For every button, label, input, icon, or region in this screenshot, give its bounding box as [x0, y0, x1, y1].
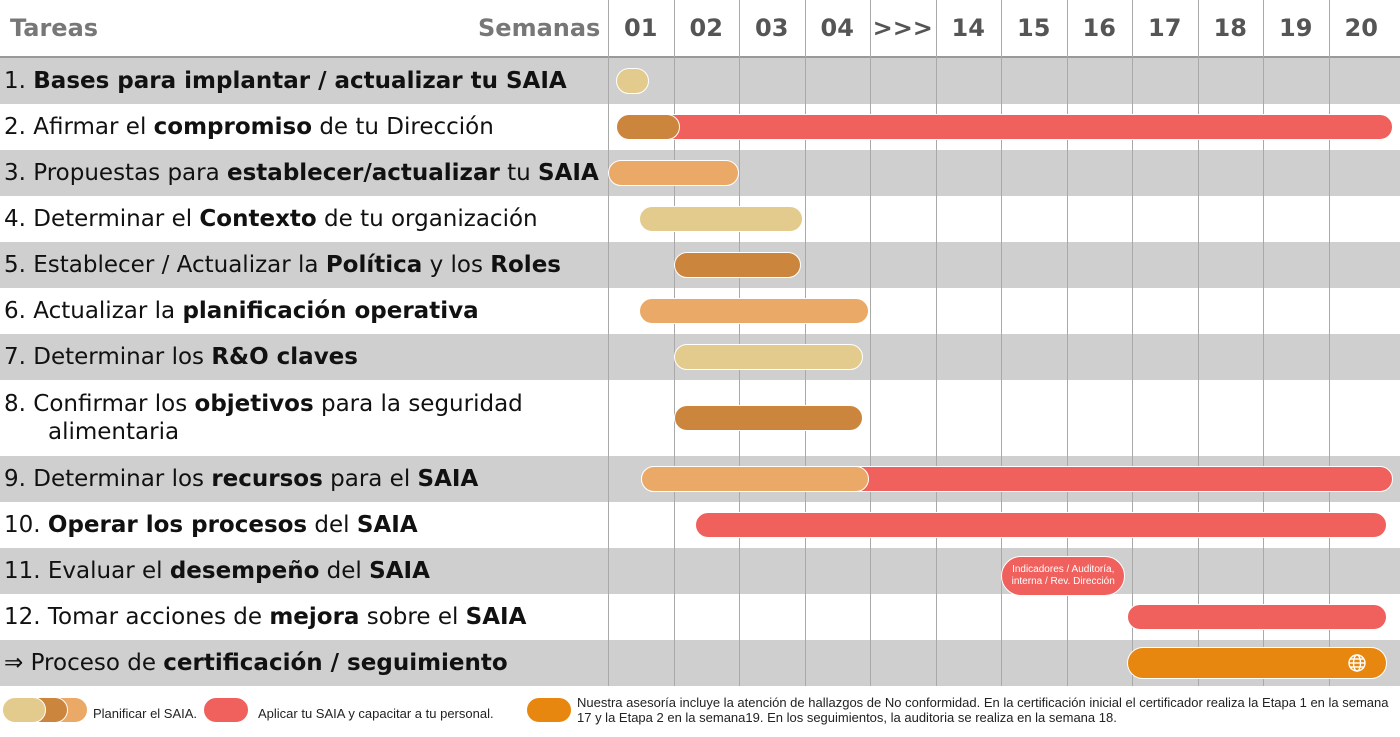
legend-plan-label: Planificar el SAIA.: [93, 706, 198, 721]
gantt-bar: [616, 68, 649, 94]
task-label-line: [4, 511, 604, 539]
task-label: [4, 640, 604, 686]
task-label-text: para la seguridad: [313, 391, 523, 417]
task-label-text: 4. Determinar el: [4, 206, 200, 232]
grid-line: [1263, 0, 1264, 686]
task-label-line: [4, 649, 604, 677]
gantt-bar: [639, 206, 803, 232]
task-label-bold: compromiso: [153, 114, 313, 140]
task-label: [4, 548, 604, 594]
task-label-line: [4, 159, 604, 187]
gantt-bar: [1127, 604, 1388, 630]
task-label: [4, 288, 604, 334]
task-label: [4, 196, 604, 242]
task-label-text: 1.: [4, 68, 34, 94]
week-col-11: 19: [1279, 14, 1313, 42]
evaluation-note-text: [1012, 564, 1115, 588]
task-label-text: y los: [422, 252, 491, 278]
task-label: [4, 380, 604, 456]
week-col-12: 20: [1344, 14, 1378, 42]
task-label-line: [4, 343, 604, 371]
week-col-8: 16: [1082, 14, 1116, 42]
note-line-1: Indicadores / Auditoría,: [1012, 564, 1115, 575]
task-label-text: del: [319, 558, 370, 584]
task-label-text: ⇒ Proceso de: [4, 650, 164, 676]
task-label-text: sobre el: [359, 604, 466, 630]
task-label-bold: recursos: [211, 466, 323, 492]
task-label: [4, 242, 604, 288]
task-label-bold: objetivos: [194, 391, 314, 417]
week-col-10: 18: [1213, 14, 1247, 42]
grid-line: [1132, 0, 1133, 686]
week-col-7: 15: [1017, 14, 1051, 42]
note-line-2: interna / Rev. Dirección: [1011, 576, 1115, 587]
gantt-bar: [695, 512, 1387, 538]
gantt-bar: [608, 160, 739, 186]
task-label-text: 5. Establecer / Actualizar la: [4, 252, 326, 278]
gantt-bar: [616, 114, 1393, 140]
task-label-bold: SAIA: [356, 512, 418, 538]
task-label-bold: Operar los procesos: [47, 512, 308, 538]
task-label-line: [4, 251, 604, 279]
week-col-4: 04: [820, 14, 854, 42]
task-label-bold: Política: [325, 252, 423, 278]
grid-line: [1329, 0, 1330, 686]
task-label-text: 10.: [4, 512, 48, 538]
task-label: [4, 58, 604, 104]
grid-line: [936, 0, 937, 686]
task-label: [4, 334, 604, 380]
task-label: [4, 150, 604, 196]
task-label-bold: R&O claves: [211, 344, 358, 370]
task-label-bold: SAIA: [417, 466, 479, 492]
task-label-bold: mejora: [269, 604, 360, 630]
gantt-bar: [674, 405, 864, 431]
task-label-line2: alimentaria: [48, 419, 180, 445]
task-label-text: de tu organización: [316, 206, 538, 232]
task-label-line: [4, 113, 604, 141]
legend-swatch-apply: [203, 697, 249, 723]
task-label-bold: SAIA: [465, 604, 527, 630]
task-label-text: 9. Determinar los: [4, 466, 212, 492]
task-label-bold: SAIA: [538, 160, 599, 186]
task-label-text: 6. Actualizar la: [4, 298, 183, 324]
task-label-bold: Roles: [490, 252, 561, 278]
grid-line: [739, 0, 740, 686]
task-label-line: [4, 557, 604, 585]
week-col-9: 17: [1148, 14, 1182, 42]
gantt-bar: [674, 252, 802, 278]
task-label: [4, 502, 604, 548]
task-label-text: de tu Dirección: [312, 114, 494, 140]
task-label-bold: Bases para implantar / actualizar tu SAIA: [33, 68, 567, 94]
week-col-3: 03: [755, 14, 789, 42]
legend-cert-label: Nuestra asesoría incluye la atención de hallazgos de No conformidad. En la certificación inicial el certificador realiza la Etapa 1 en la semana 17 y la Etapa 2 en la semana19. En los seguimientos, la auditoria se realiza en la semana 18.: [577, 695, 1389, 725]
grid-line: [608, 0, 609, 686]
gantt-bar: [639, 298, 868, 324]
task-label-line: [4, 390, 604, 418]
legend-apply-label: Aplicar tu SAIA y capacitar a tu personal.: [258, 706, 494, 721]
task-label-line: [4, 205, 604, 233]
gantt-bar: [674, 344, 864, 370]
task-label: [4, 104, 604, 150]
task-label-bold: desempeño: [169, 558, 320, 584]
week-col-2: 02: [689, 14, 723, 42]
grid-line: [805, 0, 806, 686]
task-label-text: 3. Propuestas para: [4, 160, 228, 186]
task-label-line: [4, 67, 604, 95]
week-col-6: 14: [951, 14, 985, 42]
week-col-1: 01: [624, 14, 658, 42]
task-label-text: para el: [322, 466, 418, 492]
task-label-text: tu: [499, 160, 539, 186]
gantt-bar: [616, 114, 680, 140]
grid-line: [1198, 0, 1199, 686]
task-label: [4, 594, 604, 640]
week-col-5: >>>: [872, 14, 933, 42]
task-label-line: [4, 465, 604, 493]
task-label-bold: establecer/actualizar: [227, 160, 500, 186]
task-label-bold: planificación operativa: [182, 298, 479, 324]
task-label-text: 8. Confirmar los: [4, 391, 195, 417]
grid-line: [870, 0, 871, 686]
task-label-text: 12. Tomar acciones de: [4, 604, 270, 630]
task-label: [4, 456, 604, 502]
task-label-text: 7. Determinar los: [4, 344, 212, 370]
gantt-bar: [641, 466, 869, 492]
task-label-text: del: [307, 512, 357, 538]
globe-icon: [1347, 653, 1367, 673]
task-label-text: 11. Evaluar el: [4, 558, 170, 584]
task-label-text: 2. Afirmar el: [4, 114, 154, 140]
grid-line: [674, 0, 675, 686]
evaluation-note: [1001, 556, 1125, 596]
weeks-header: Semanas: [478, 14, 601, 42]
task-label-bold: Contexto: [199, 206, 317, 232]
legend-swatch-plan-light: [2, 697, 46, 723]
legend-swatch-cert: [526, 697, 572, 723]
task-label-line: [4, 603, 604, 631]
task-label-bold: SAIA: [369, 558, 430, 584]
task-label-bold: certificación / seguimiento: [163, 650, 508, 676]
tasks-header: Tareas: [10, 14, 99, 42]
task-label-line: [4, 297, 604, 325]
